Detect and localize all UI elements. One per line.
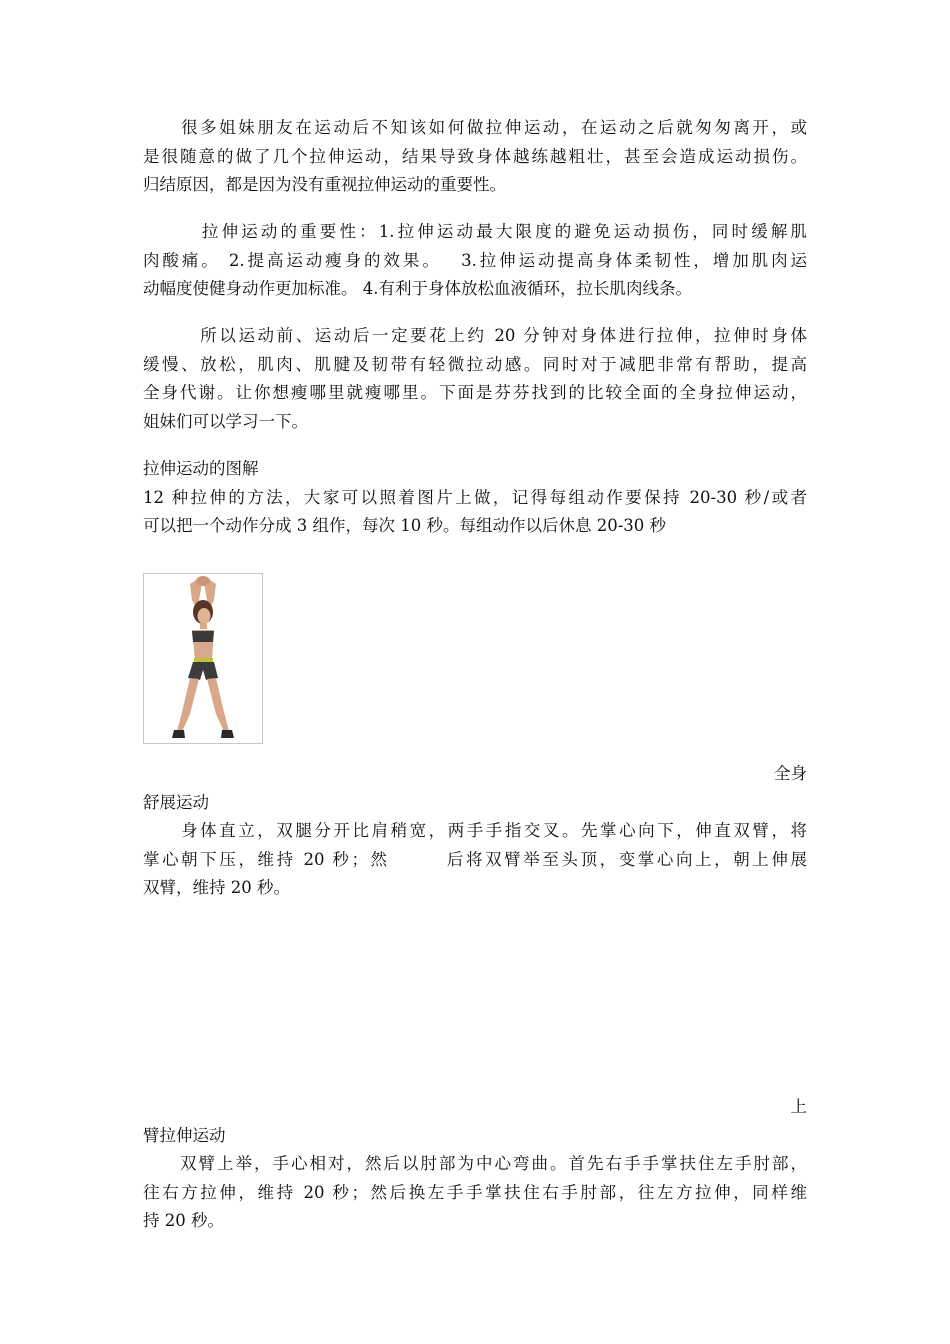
text-line: 归结原因，都是因为没有重视拉伸运动的重要性。 — [143, 175, 506, 194]
exercise-caption-left: 舒展运动 — [143, 792, 209, 812]
intro-paragraph — [143, 114, 807, 200]
text-line: 双臂，维持 20 秒。 — [143, 878, 290, 897]
text-line: 持 20 秒。 — [143, 1211, 224, 1230]
stretching-woman-illustration — [144, 574, 262, 743]
text-line: 动幅度使健身动作更加标准。 4.有利于身体放松血液循环，拉长肌肉线条。 — [143, 279, 692, 298]
method-section — [143, 455, 807, 541]
exercise-caption-left: 臂拉伸运动 — [143, 1125, 226, 1145]
text-line: 12 种拉伸的方法，大家可以照着图片上做，记得每组动作要保持 20-30 秒/或者 — [143, 487, 807, 507]
section-title: 拉伸运动的图解 — [143, 459, 259, 478]
text-line: 拉伸运动的重要性：1.拉伸运动最大限度的避免运动损伤，同时缓解肌 — [143, 222, 807, 241]
text-line: 姐妹们可以学习一下。 — [143, 411, 308, 431]
advice-paragraph — [143, 322, 807, 436]
text-line: 所以运动前、运动后一定要花上约 20 分钟对身体进行拉伸，拉伸时身体 — [143, 326, 807, 345]
text-line: 身体直立，双腿分开比肩稍宽，两手手指交叉。先掌心向下，伸直双臂，将 — [143, 821, 807, 840]
text-line: 缓慢、放松，肌肉、肌腱及韧带有轻微拉动感。同时对于减肥非常有帮助，提高 — [143, 354, 807, 374]
importance-paragraph — [143, 218, 807, 304]
text-line: 双臂上举，手心相对，然后以肘部为中心弯曲。首先右手手掌扶住左手肘部， — [143, 1154, 807, 1173]
exercise-1 — [143, 760, 807, 903]
text-line: 掌心朝下压，维持 20 秒；然 后将双臂举至头顶，变掌心向上，朝上伸展 — [143, 849, 807, 869]
text-line: 很多姐妹朋友在运动后不知该如何做拉伸运动，在运动之后就匆匆离开，或 — [143, 118, 807, 137]
text-line: 可以把一个动作分成 3 组作，每次 10 秒。每组动作以后休息 20-30 秒 — [143, 516, 667, 535]
text-line: 往右方拉伸，维持 20 秒；然后换左手手掌扶住右手肘部，往左方拉伸，同样维 — [143, 1182, 807, 1202]
text-line: 是很随意的做了几个拉伸运动，结果导致身体越练越粗壮，甚至会造成运动损伤。 — [143, 146, 807, 166]
text-line: 全身代谢。让你想瘦哪里就瘦哪里。下面是芬芬找到的比较全面的全身拉伸运动， — [143, 383, 807, 402]
exercise-caption-right: 上 — [790, 1097, 807, 1116]
exercise-2 — [143, 1093, 807, 1236]
exercise-caption-right: 全身 — [774, 764, 807, 783]
text-line: 肉酸痛。 2.提高运动瘦身的效果。 3.拉伸运动提高身体柔韧性，增加肌肉运 — [143, 250, 807, 270]
exercise-photo — [143, 573, 263, 744]
